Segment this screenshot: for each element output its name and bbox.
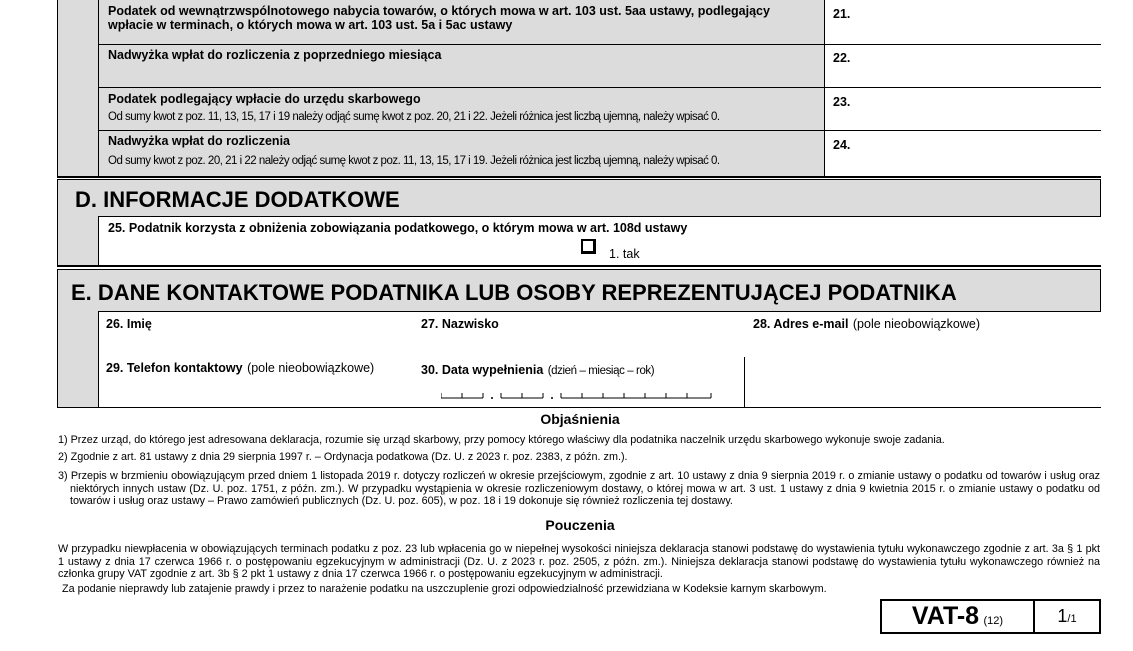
section-c-left-margin <box>57 0 99 176</box>
row-22-label: Nadwyżka wpłat do rozliczenia z poprzedniego miesiąca <box>108 48 442 62</box>
form-version: (12) <box>983 615 1004 627</box>
field-23[interactable] <box>825 88 1101 131</box>
section-d-title: D. INFORMACJE DODATKOWE <box>75 187 400 212</box>
instructions-para-1: W przypadku niewpłacenia w obowiązujących terminach podatku z poz. 23 lub wpłacenia go w niepełnej wysokości niniejsza deklaracja stanowi podstawę do wystawienia tytułu wykonawczego zgodnie z art. 3a § 1 pkt 1 ustawy z dnia 17 czerwca 1966 r. o postępowaniu egzekucyjnym w administracji (Dz. U. z 2023 r. poz. 2505, z późn. zm.). Niniejsza deklaracja stanowi podstawę do wystawienia tytułu wykonawczego również na członka grupy VAT zgodnie z art. 3b § 2 pkt 1 ustawy z dnia 17 czerwca 1966 r. o postępowaniu egzekucyjnym w administracji. <box>58 543 1100 580</box>
row-23-label: Podatek podlegający wpłacie do urzędu skarbowego <box>108 92 421 106</box>
row-24-note: Od sumy kwot z poz. 20, 21 i 22 należy odjąć sumę kwot z poz. 11, 13, 15, 17 i 19. Jeżeli różnica jest liczbą ujemną, należy wpisać 0. <box>108 155 720 167</box>
row-23-note: Od sumy kwot z poz. 11, 13, 15, 17 i 19 należy odjąć sumę kwot z poz. 20, 21 i 22. Jeżeli różnica jest liczbą ujemną, należy wpisać 0. <box>108 111 720 123</box>
page-number-cell <box>1035 601 1099 632</box>
checkbox-tak-label: 1. tak <box>609 247 640 261</box>
field-28-note: (pole nieobowiązkowe) <box>852 317 981 331</box>
field-22-number: 22. <box>833 51 851 65</box>
field-26-first-name[interactable] <box>98 311 415 358</box>
field-30-note: (dzień – miesiąc – rok) <box>547 365 655 377</box>
page-total: /1 <box>1067 613 1077 625</box>
form-code-box <box>880 599 1101 634</box>
explanation-2: 2) Zgodnie z art. 81 ustawy z dnia 29 sierpnia 1997 r. – Ordynacja podatkowa (Dz. U. z 2023 r. poz. 2383, z późn. zm.). <box>58 451 628 463</box>
field-21-number: 21. <box>833 7 851 21</box>
date-comb-boxes <box>441 390 721 402</box>
field-24-number: 24. <box>833 138 851 152</box>
row-21-label-cell <box>98 0 825 45</box>
row-23-label-cell <box>98 88 825 131</box>
field-25 <box>98 216 1101 265</box>
field-30-label: 30. Data wypełnienia <box>421 363 544 377</box>
field-28-label: 28. Adres e-mail <box>753 317 849 331</box>
explanations-title: Objaśnienia <box>540 411 620 427</box>
page-current: 1 <box>1057 606 1068 626</box>
row-21-label: Podatek od wewnątrzwspólnotowego nabycia towarów, o których mowa w art. 103 ust. 5aa ustawy, podlegający wpłacie w terminach, o których mowa w art. 103 ust. 5a i 5ac ustawy <box>108 4 770 32</box>
explanation-3: 3) Przepis w brzmieniu obowiązującym przed dniem 1 listopada 2019 r. dotyczy rozliczeń w okresie przejściowym, zgodnie z art. 10 ustawy z dnia 9 sierpnia 2019 r. o zmianie ustawy o podatku od towarów i usług oraz niektórych innych ustaw (Dz. U. poz. 1751, z późn. zm.). W przypadku wystąpienia w okresie rozliczeniowym dostawy, o której mowa w art. 3 ust. 1 ustawy z dnia 9 kwietnia 2015 r. o zmianie ustawy o podatku od towarów i usług oraz ustawy – Prawo zamówień publicznych (Dz. U. poz. 605), w poz. 18 i 19 dokonuje się również rozliczenia tej dostawy. <box>58 470 1100 507</box>
row-22-label-cell <box>98 45 825 88</box>
form-code: VAT-8 <box>911 602 980 630</box>
field-21[interactable] <box>825 0 1101 45</box>
row-24-label-cell <box>98 131 825 176</box>
field-27-last-name[interactable] <box>414 311 745 358</box>
field-23-number: 23. <box>833 95 851 109</box>
row-24-label: Nadwyżka wpłat do rozliczenia <box>108 134 290 148</box>
field-30-date[interactable] <box>414 357 745 407</box>
field-29-phone[interactable] <box>98 357 415 407</box>
checkbox-tak[interactable] <box>581 239 596 254</box>
form-code-cell <box>882 601 1035 632</box>
section-e-title: E. DANE KONTAKTOWE PODATNIKA LUB OSOBY REPREZENTUJĄCEJ PODATNIKA <box>71 280 957 305</box>
field-24[interactable] <box>825 131 1101 176</box>
instructions-title: Pouczenia <box>545 517 615 533</box>
instructions-para-2: Za podanie nieprawdy lub zatajenie prawdy i przez to narażenie podatku na uszczuplenie grozi odpowiedzialność przewidziana w Kodeksie karnym skarbowym. <box>62 583 827 595</box>
field-22[interactable] <box>825 45 1101 88</box>
field-28-email[interactable] <box>744 311 1101 407</box>
field-27-label: 27. Nazwisko <box>421 317 499 331</box>
field-29-note: (pole nieobowiązkowe) <box>247 361 375 375</box>
field-26-label: 26. Imię <box>106 317 152 331</box>
field-25-label: 25. Podatnik korzysta z obniżenia zobowiązania podatkowego, o którym mowa w art. 108d ustawy <box>108 221 688 235</box>
field-29-label: 29. Telefon kontaktowy <box>106 361 243 375</box>
explanation-1: 1) Przez urząd, do którego jest adresowana deklaracja, rozumie się urząd skarbowy, przy pomocy którego właściwy dla podatnika naczelnik urzędu skarbowego wykonuje swoje zadania. <box>58 434 945 446</box>
